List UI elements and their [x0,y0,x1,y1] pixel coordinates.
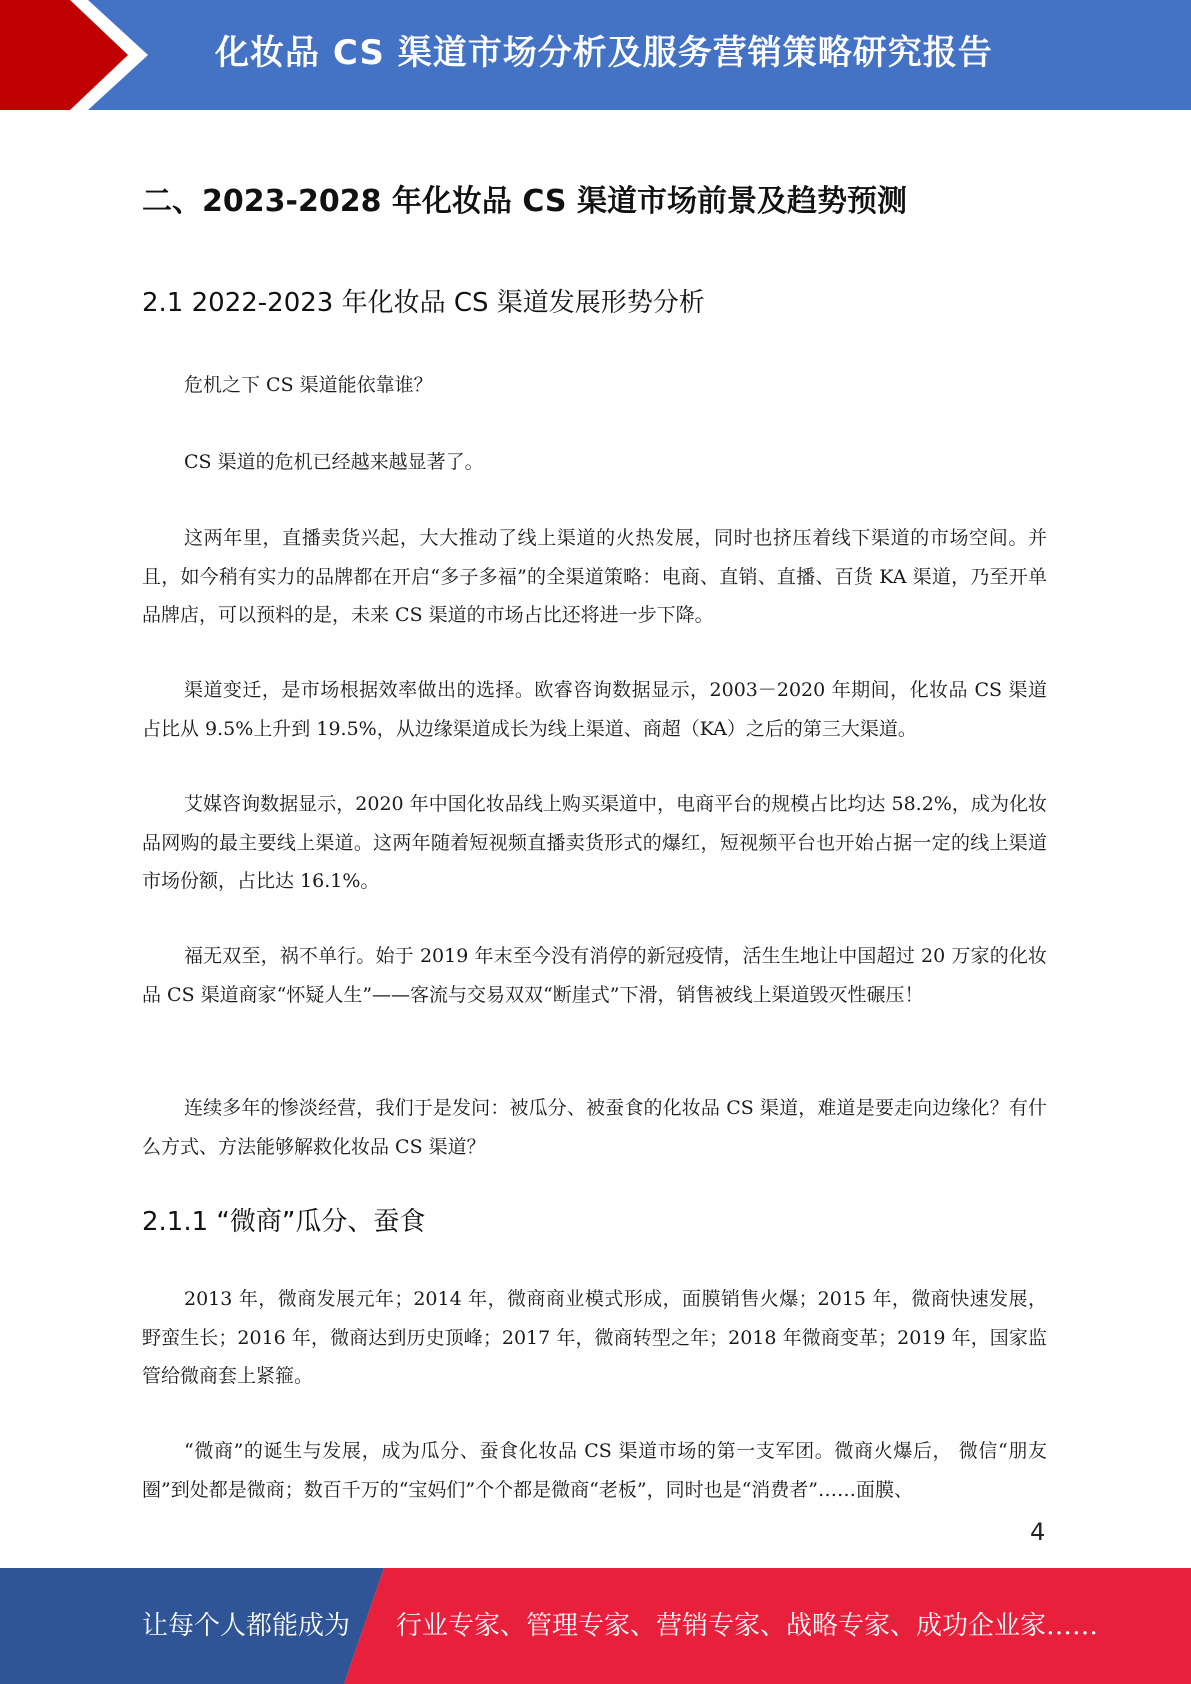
paragraph: CS 渠道的危机已经越来越显著了。 [184,451,484,473]
paragraph: 2013 年，微商发展元年；2014 年，微商商业模式形成，面膜销售火爆；2015 年，微商快速发展，野蛮生长；2016 年，微商达到历史顶峰；2017 年，微商转型之年；2018 年微商变革；2019 年，国家监管给微商套上紧箍。 [142,1288,1047,1387]
paragraph: 福无双至，祸不单行。始于 2019 年末至今没有消停的新冠疫情，活生生地让中国超过 20 万家的化妆品 CS 渠道商家“怀疑人生”——客流与交易双双“断崖式”下滑，销售被线上渠道毁灭性碾压！ [142,945,1047,1006]
chapter-heading: 二、2023-2028 年化妆品 CS 渠道市场前景及趋势预测 [142,184,907,219]
paragraph: “微商”的诞生与发展，成为瓜分、蚕食化妆品 CS 渠道市场的第一支军团。微商火爆后， 微信“朋友圈”到处都是微商；数百千万的“宝妈们”个个都是微商“老板”，同时也是“消费者”……面膜、 [142,1440,1047,1501]
report-footer [0,1568,1191,1684]
page-number: 4 [1030,1518,1046,1546]
footer-slogan-right: 行业专家、管理专家、营销专家、战略专家、成功企业家…… [396,1611,1099,1641]
subsection-heading: 2.1.1 “微商”瓜分、蚕食 [142,1207,426,1237]
header-arrow-decoration [0,0,160,110]
paragraph: 这两年里，直播卖货兴起，大大推动了线上渠道的火热发展，同时也挤压着线下渠道的市场空间。并且，如今稍有实力的品牌都在开启“多子多福”的全渠道策略：电商、直销、直播、百货 KA 渠道，乃至开单品牌店，可以预料的是，未来 CS 渠道的市场占比还将进一步下降。 [142,527,1047,626]
paragraph: 渠道变迁，是市场根据效率做出的选择。欧睿咨询数据显示，2003－2020 年期间，化妆品 CS 渠道占比从 9.5%上升到 19.5%，从边缘渠道成长为线上渠道、商超（KA）之后的第三大渠道。 [142,679,1047,740]
report-title: 化妆品 CS 渠道市场分析及服务营销策略研究报告 [215,33,993,73]
paragraph: 连续多年的惨淡经营，我们于是发问：被瓜分、被蚕食的化妆品 CS 渠道，难道是要走向边缘化？有什么方式、方法能够解救化妆品 CS 渠道？ [142,1097,1047,1158]
footer-slogan-left: 让每个人都能成为 [142,1611,351,1641]
report-header [0,0,1191,110]
section-heading: 2.1 2022-2023 年化妆品 CS 渠道发展形势分析 [142,288,705,318]
paragraph: 危机之下 CS 渠道能依靠谁？ [184,374,433,396]
paragraph: 艾媒咨询数据显示，2020 年中国化妆品线上购买渠道中，电商平台的规模占比均达 58.2%，成为化妆品网购的最主要线上渠道。这两年随着短视频直播卖货形式的爆红，短视频平台也开始占据一定的线上渠道市场份额，占比达 16.1%。 [142,793,1047,892]
